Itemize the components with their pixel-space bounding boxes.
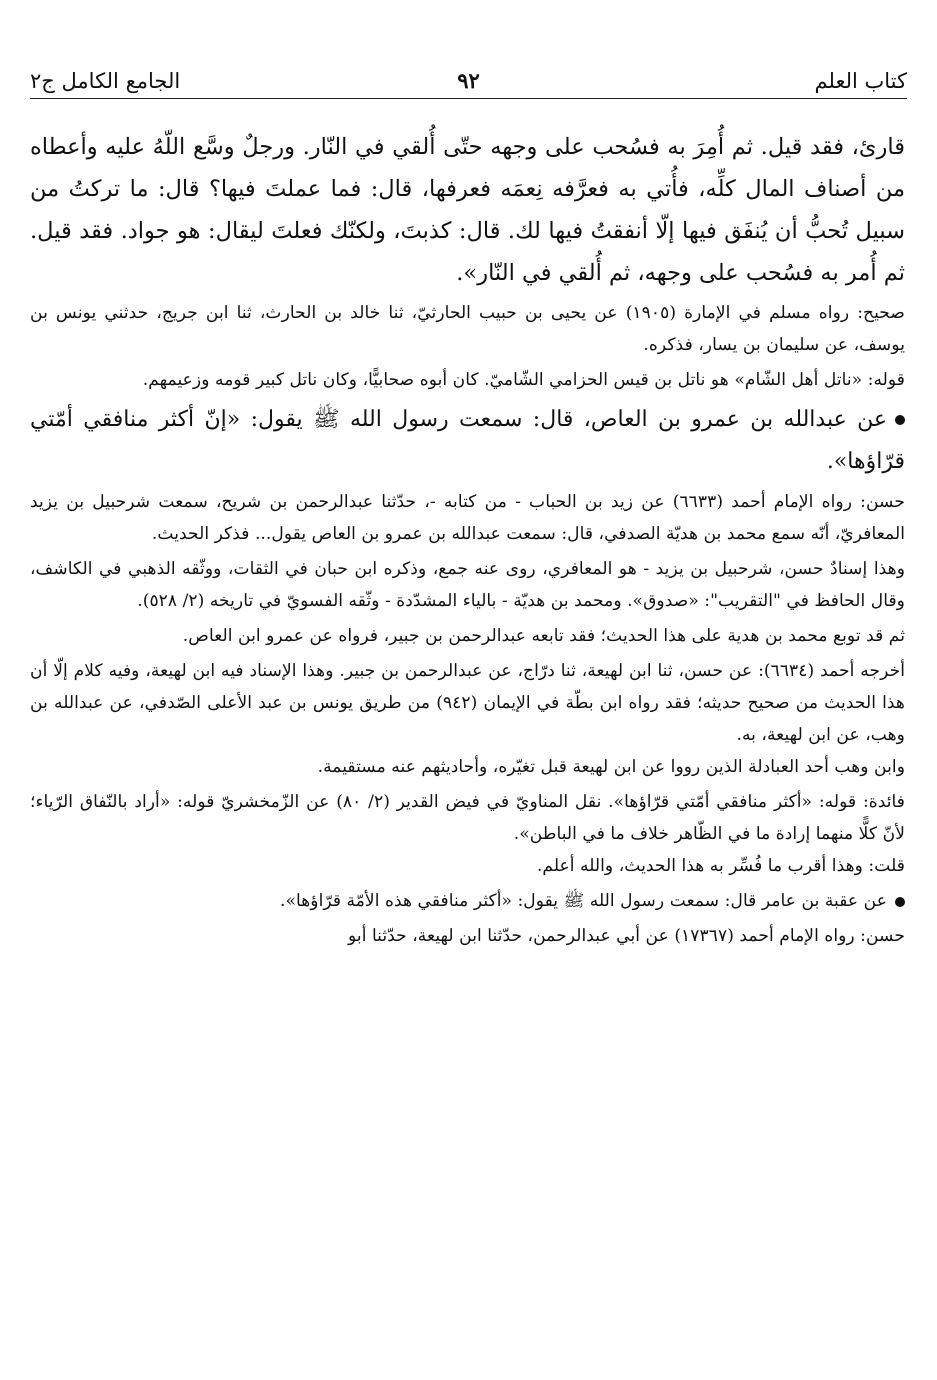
hadith-entry (30, 885, 905, 917)
takhrij-note: حسن: رواه الإمام أحمد (٦٦٣٣) عن زيد بن الحباب - من كتابه -، حدّثنا عبدالرحمن بن شريح، سمعت شرحبيل بن يزيد المعافريّ، أنّه سمع محمد بن هديّة الصدفي، قال: سمعت عبدالله بن عمرو بن العاص يقول... فذكر الحديث. (30, 492, 905, 544)
bullet-icon (895, 415, 905, 425)
commentary-note: وهذا إسنادٌ حسن، شرحبيل بن يزيد - هو المعافري، روى عنه جمع، وذكره ابن حبان في الثقات، ووثّقه الذهبي في الكاشف، وقال الحافظ في "التقريب": «صدوق». ومحمد بن هديّة - بالياء المشدّدة - وثّقه الفسويّ في تاريخه (٢/ ٥٢٨). (30, 559, 905, 611)
takhrij-note: صحيح: رواه مسلم في الإمارة (١٩٠٥) عن يحيى بن حبيب الحارثيّ، ثنا خالد بن الحارث، ثنا ابن جريج، حدثني يونس بن يوسف، عن سليمان بن يسار، فذكره. (30, 303, 905, 355)
hadith-entry-text: عن عقبة بن عامر قال: سمعت رسول الله ﷺ يقول: «أكثر منافقي هذه الأمّة قرّاؤها». (279, 891, 887, 911)
benefit-note: فائدة: قوله: «أكثر منافقي أمّتي قرّاؤها». نقل المناويّ في فيض القدير (٢/ ٨٠) عن الزّمخشريّ قوله: «أراد بالنّفاق الرّياء؛ لأنّ كلًّا منهما إرادة ما في الظّاهر خلاف ما في الباطن». (30, 792, 905, 844)
page-number: ٩٢ (457, 68, 480, 93)
commentary-note: قلت: وهذا أقرب ما فُسِّر به هذا الحديث، والله أعلم. (536, 856, 905, 876)
book-title: الجامع الكامل ج٢ (30, 69, 181, 93)
commentary-note: قوله: «ناتل أهل الشّام» هو ناتل بن قيس الحزامي الشّاميّ. كان أبوه صحابيًّا، وكان ناتل كبير قومه وزعيمهم. (142, 370, 905, 390)
bullet-icon (895, 897, 905, 907)
commentary-note: وابن وهب أحد العبادلة الذين رووا عن ابن لهيعة قبل تغيّره، وأحاديثهم عنه مستقيمة. (317, 757, 905, 777)
takhrij-note: حسن: رواه الإمام أحمد (١٧٣٦٧) عن أبي عبدالرحمن، حدّثنا ابن لهيعة، حدّثنا أبو (348, 926, 905, 946)
hadith-entry (30, 399, 905, 483)
section-title: كتاب العلم (814, 69, 907, 93)
page-body (30, 126, 905, 952)
commentary-note: ثم قد توبع محمد بن هدية على هذا الحديث؛ فقد تابعه عبدالرحمن بن جبير، فرواه عن عمرو ابن العاص. (182, 626, 905, 646)
takhrij-note: أخرجه أحمد (٦٦٣٤): عن حسن، ثنا ابن لهيعة، ثنا درّاج، عن عبدالرحمن بن جبير. وهذا الإسناد فيه ابن لهيعة، وفيه كلام إلّا أن هذا الحديث من صحيح حديثه؛ فقد رواه ابن بطّة في الإيمان (٩٤٢) من طريق يونس بن عبد الأعلى الصّدفي، عن عبدالله بن وهب، عن ابن لهيعة، به. (30, 661, 905, 745)
running-header (30, 62, 907, 99)
hadith-text-continued: قارئ، فقد قيل. ثم أُمِرَ به فسُحب على وجهه حتّى أُلقي في النّار. ورجلٌ وسَّع اللّهُ عليه وأعطاه من أصناف المال كلِّه، فأُتي به فعرَّفه نِعمَه فعرفها، قال: فما عملتَ فيها؟ قال: ما تركتُ من سبيل تُحبُّ أن يُنفَق فيها إلّا أنفقتُ فيها لك. قال: كذبتَ، ولكنّك فعلتَ ليقال: هو جواد. فقد قيل. ثم أُمر به فسُحب على وجهه، ثم أُلقي في النّار». (30, 134, 905, 286)
hadith-entry-text: عن عبدالله بن عمرو بن العاص، قال: سمعت رسول الله ﷺ يقول: «إنّ أكثر منافقي أمّتي قرّاؤها». (30, 407, 905, 474)
